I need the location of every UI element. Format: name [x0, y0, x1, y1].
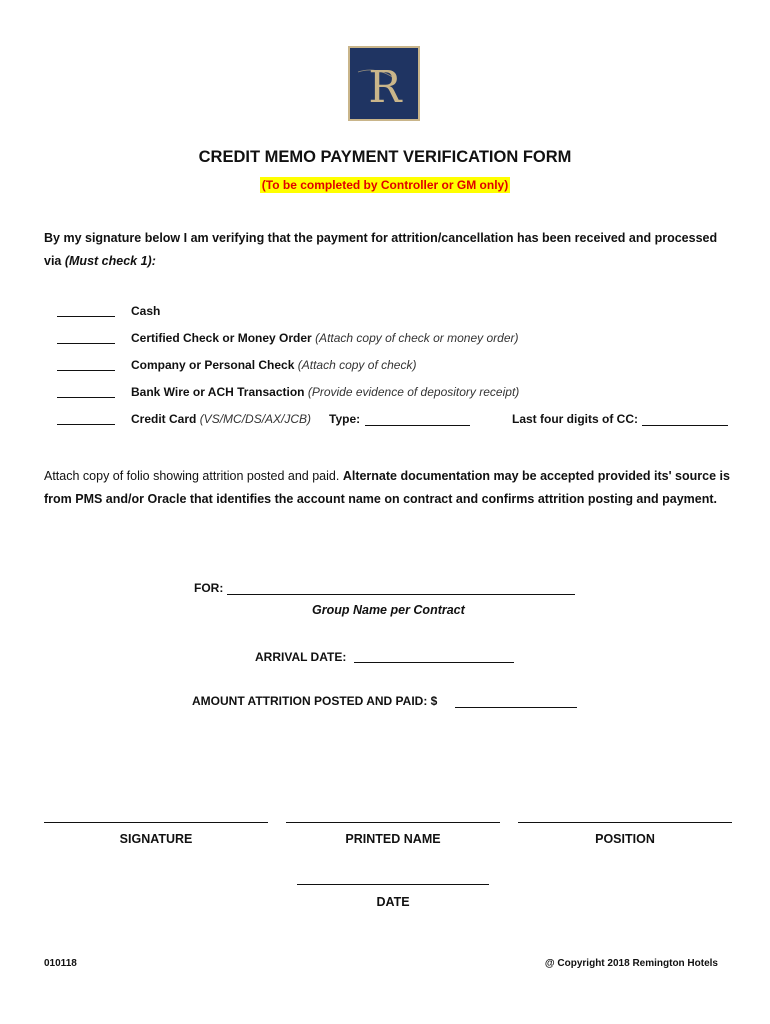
intro-paragraph: [44, 227, 734, 273]
form-title: CREDIT MEMO PAYMENT VERIFICATION FORM: [198, 148, 572, 166]
check-blank[interactable]: [57, 370, 115, 371]
check-blank[interactable]: [57, 343, 115, 344]
date-label: DATE: [376, 895, 410, 909]
option-note: (Provide evidence of depository receipt): [307, 385, 520, 399]
attach-paragraph: [44, 465, 734, 511]
form-code: 010118: [44, 958, 77, 969]
cc-last-four-field[interactable]: [642, 425, 728, 426]
check-blank[interactable]: [57, 316, 115, 317]
amount-field[interactable]: [455, 707, 577, 708]
logo-mark: [350, 48, 418, 119]
option-label: Credit Card: [131, 412, 197, 426]
position-label: POSITION: [595, 832, 655, 846]
option-label: Company or Personal Check: [131, 358, 295, 372]
check-blank[interactable]: [57, 424, 115, 425]
option-note: (Attach copy of check or money order): [315, 331, 519, 345]
position-field[interactable]: [518, 822, 732, 823]
cc-type-label: Type:: [329, 412, 361, 426]
option-label: Certified Check or Money Order: [131, 331, 312, 345]
printed-name-field[interactable]: [286, 822, 500, 823]
cc-type-field[interactable]: [365, 425, 470, 426]
amount-label: AMOUNT ATTRITION POSTED AND PAID: $: [192, 694, 438, 708]
arrival-date-field[interactable]: [354, 662, 514, 663]
for-label: FOR:: [194, 581, 224, 595]
cc-last-four-label: Last four digits of CC:: [512, 412, 638, 426]
arrival-date-label: ARRIVAL DATE:: [255, 650, 347, 664]
signature-label: SIGNATURE: [119, 832, 193, 846]
date-field[interactable]: [297, 884, 489, 885]
attach-bold-text: Alternate documentation may be accepted provided its' source is from PMS and/or Oracle that identifies the account name on contract and confirms attrition posting and payment.: [44, 469, 730, 506]
printed-name-label: PRINTED NAME: [345, 832, 441, 846]
for-caption: Group Name per Contract: [312, 603, 465, 617]
attach-normal-text: Attach copy of folio showing attrition posted and paid.: [44, 469, 343, 483]
option-note: (VS/MC/DS/AX/JCB): [199, 412, 312, 426]
option-label: Bank Wire or ACH Transaction: [131, 385, 305, 399]
intro-emphasis: (Must check 1):: [64, 254, 156, 268]
copyright: @ Copyright 2018 Remington Hotels: [544, 958, 718, 969]
option-note: (Attach copy of check): [297, 358, 417, 372]
intro-text: By my signature below I am verifying that the payment for attrition/cancellation has been received and processed via: [44, 231, 718, 268]
form-subtitle: (To be completed by Controller or GM only): [261, 178, 509, 192]
check-blank[interactable]: [57, 397, 115, 398]
subtitle-wrap: [0, 176, 770, 194]
option-label: Cash: [131, 304, 161, 318]
for-field[interactable]: [227, 594, 575, 595]
signature-field[interactable]: [44, 822, 268, 823]
remington-logo: [348, 46, 420, 121]
logo-letter: R: [368, 62, 402, 113]
